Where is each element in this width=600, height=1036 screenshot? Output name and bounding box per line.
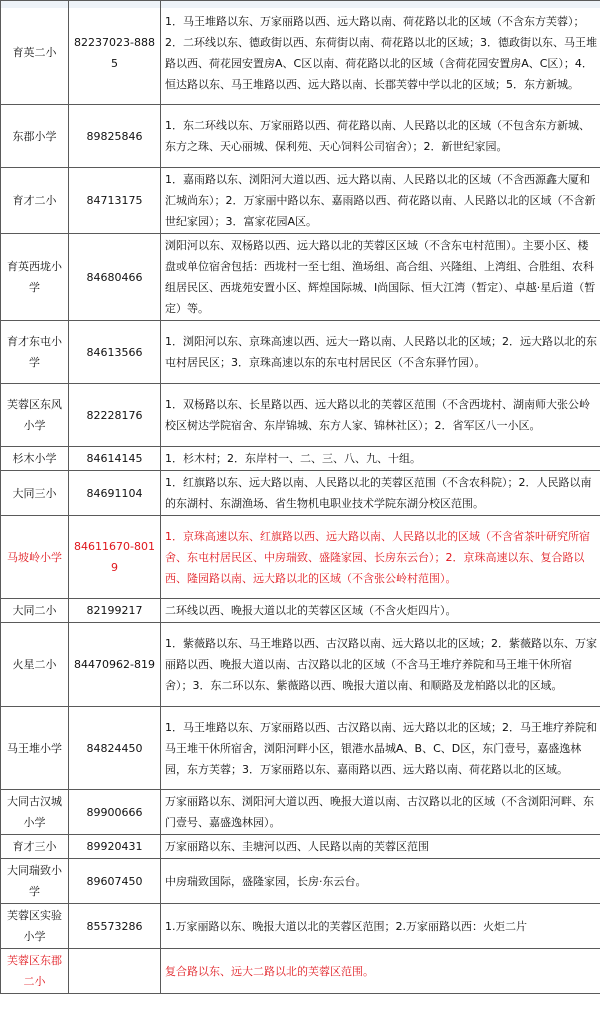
phone-cell: 85573286	[69, 904, 161, 949]
phone-cell: 89900666	[69, 790, 161, 835]
phone-cell: 84713175	[69, 168, 161, 234]
school-name-cell: 育英西垅小学	[1, 234, 69, 321]
school-name-cell: 育英二小	[1, 1, 69, 105]
table-row	[1, 599, 600, 623]
table-row	[1, 904, 600, 949]
phone-cell: 84611670-8019	[69, 516, 161, 599]
district-desc-cell: 复合路以东、远大二路以北的芙蓉区范围。	[161, 949, 600, 994]
phone-cell: 84613566	[69, 321, 161, 384]
table-row	[1, 447, 600, 471]
district-desc-cell: 1．杉木村；2．东岸村一、二、三、八、九、十组。	[161, 447, 600, 471]
table-row	[1, 1, 600, 105]
phone-cell: 82199217	[69, 599, 161, 623]
district-desc-cell: 1．紫薇路以东、马王堆路以西、古汉路以南、远大路以北的区域；2．紫薇路以东、万家丽路以西、晚报大道以南、古汉路以北的区域（不含马王堆疗养院和马王堆干休所宿舍）；3．东二环以东、紫薇路以西、晚报大道以南、和顺路及龙柏路以北的区域。	[161, 623, 600, 707]
school-name-cell: 大同二小	[1, 599, 69, 623]
phone-cell: 84824450	[69, 707, 161, 790]
phone-cell: 82237023-8885	[69, 1, 161, 105]
school-name-cell: 马坡岭小学	[1, 516, 69, 599]
district-desc-cell: 万家丽路以东、圭塘河以西、人民路以南的芙蓉区范围	[161, 835, 600, 859]
table-row	[1, 949, 600, 994]
school-name-cell: 芙蓉区东风小学	[1, 384, 69, 447]
table-row	[1, 516, 600, 599]
school-name-cell: 东郡小学	[1, 105, 69, 168]
table-row	[1, 384, 600, 447]
district-desc-cell: 二环线以西、晚报大道以北的芙蓉区区域（不含火炬四片）。	[161, 599, 600, 623]
district-desc-cell: 1．京珠高速以东、红旗路以西、远大路以南、人民路以北的区域（不含省茶叶研究所宿舍、东屯村居民区、中房瑞致、盛隆家园、长房东云台）；2．京珠高速以东、复合路以西、隆园路以南、远大路以北的区域（不含张公岭村范围）。	[161, 516, 600, 599]
district-desc-cell: 中房瑞致国际，盛隆家园，长房·东云台。	[161, 859, 600, 904]
school-name-cell: 育才二小	[1, 168, 69, 234]
district-desc-cell: 万家丽路以东、浏阳河大道以西、晚报大道以南、古汉路以北的区域（不含浏阳河畔、东门壹号、嘉盛逸林园）。	[161, 790, 600, 835]
school-name-cell: 育才东屯小学	[1, 321, 69, 384]
district-desc-cell: 浏阳河以东、双杨路以西、远大路以北的芙蓉区区域（不含东屯村范围）。主要小区、楼盘或单位宿舍包括：西垅村一至七组、渔场组、高合组、兴隆组、上湾组、合胜组、农科组居民区、西垅苑安置小区、辉煌国际城、I尚国际、恒大江湾（暂定）、卓越·星后道（暂定）等。	[161, 234, 600, 321]
phone-cell: 84614145	[69, 447, 161, 471]
school-name-cell: 芙蓉区实验小学	[1, 904, 69, 949]
school-name-cell: 杉木小学	[1, 447, 69, 471]
table-row	[1, 471, 600, 516]
phone-cell: 89825846	[69, 105, 161, 168]
phone-cell: 84691104	[69, 471, 161, 516]
table-row	[1, 105, 600, 168]
phone-cell: 89920431	[69, 835, 161, 859]
district-desc-cell: 1．浏阳河以东、京珠高速以西、远大一路以南、人民路以北的区域；2．远大路以北的东屯村居民区；3．京珠高速以东的东屯村居民区（不含东驿竹园）。	[161, 321, 600, 384]
phone-cell: 82228176	[69, 384, 161, 447]
district-desc-cell: 1．马王堆路以东、万家丽路以西、远大路以南、荷花路以北的区域（不含东方芙蓉）；2．二环线以东、德政街以西、东荷街以南、荷花路以北的区域；3．德政街以东、马王堆路以西、荷花园安置房A、C区以南、荷花路以北的区域（含荷花园安置房A、C区）；4．恒达路以东、马王堆路以西、远大路以南、长郡芙蓉中学以北的区域；5．东方新城。	[161, 1, 600, 105]
school-name-cell: 芙蓉区东郡二小	[1, 949, 69, 994]
phone-cell: 84470962-819	[69, 623, 161, 707]
school-name-cell: 马王堆小学	[1, 707, 69, 790]
district-desc-cell: 1.万家丽路以东、晚报大道以北的芙蓉区范围；2.万家丽路以西：火炬二片	[161, 904, 600, 949]
table-row	[1, 623, 600, 707]
phone-cell: 89607450	[69, 859, 161, 904]
table-row	[1, 835, 600, 859]
school-name-cell: 大同三小	[1, 471, 69, 516]
table-row	[1, 859, 600, 904]
school-name-cell: 大同古汉城小学	[1, 790, 69, 835]
district-desc-cell: 1．红旗路以东、远大路以南、人民路以北的芙蓉区范围（不含农科院）；2．人民路以南的东湖村、东湖渔场、省生物机电职业技术学院东湖分校区范围。	[161, 471, 600, 516]
phone-cell	[69, 949, 161, 994]
school-name-cell: 火星二小	[1, 623, 69, 707]
table-row	[1, 790, 600, 835]
table-row	[1, 234, 600, 321]
table-row	[1, 707, 600, 790]
district-desc-cell: 1．双杨路以东、长星路以西、远大路以北的芙蓉区范围（不含西垅村、湖南师大张公岭校区树达学院宿舍、东岸锦城、东方人家、锦林社区）；2．省军区八一小区。	[161, 384, 600, 447]
school-name-cell: 大同瑞致小学	[1, 859, 69, 904]
school-name-cell: 育才三小	[1, 835, 69, 859]
table-row	[1, 168, 600, 234]
district-desc-cell: 1．东二环线以东、万家丽路以西、荷花路以南、人民路以北的区域（不包含东方新城、东方之珠、天心丽城、保利苑、天心饲料公司宿舍）；2．新世纪家园。	[161, 105, 600, 168]
district-desc-cell: 1．马王堆路以东、万家丽路以西、古汉路以南、远大路以北的区域；2．马王堆疗养院和马王堆干休所宿舍，浏阳河畔小区，银港水晶城A、B、C、D区，东门壹号，嘉盛逸林园，东方芙蓉；3．万家丽路以东、嘉雨路以西、远大路以南、荷花路以北的区域。	[161, 707, 600, 790]
district-desc-cell: 1．嘉雨路以东、浏阳河大道以西、远大路以南、人民路以北的区域（不含西源鑫大厦和汇城尚东）；2．万家丽中路以东、嘉雨路以西、荷花路以南、人民路以北的区域（不含新世纪家园）；3．富家花园A区。	[161, 168, 600, 234]
table-row	[1, 321, 600, 384]
phone-cell: 84680466	[69, 234, 161, 321]
